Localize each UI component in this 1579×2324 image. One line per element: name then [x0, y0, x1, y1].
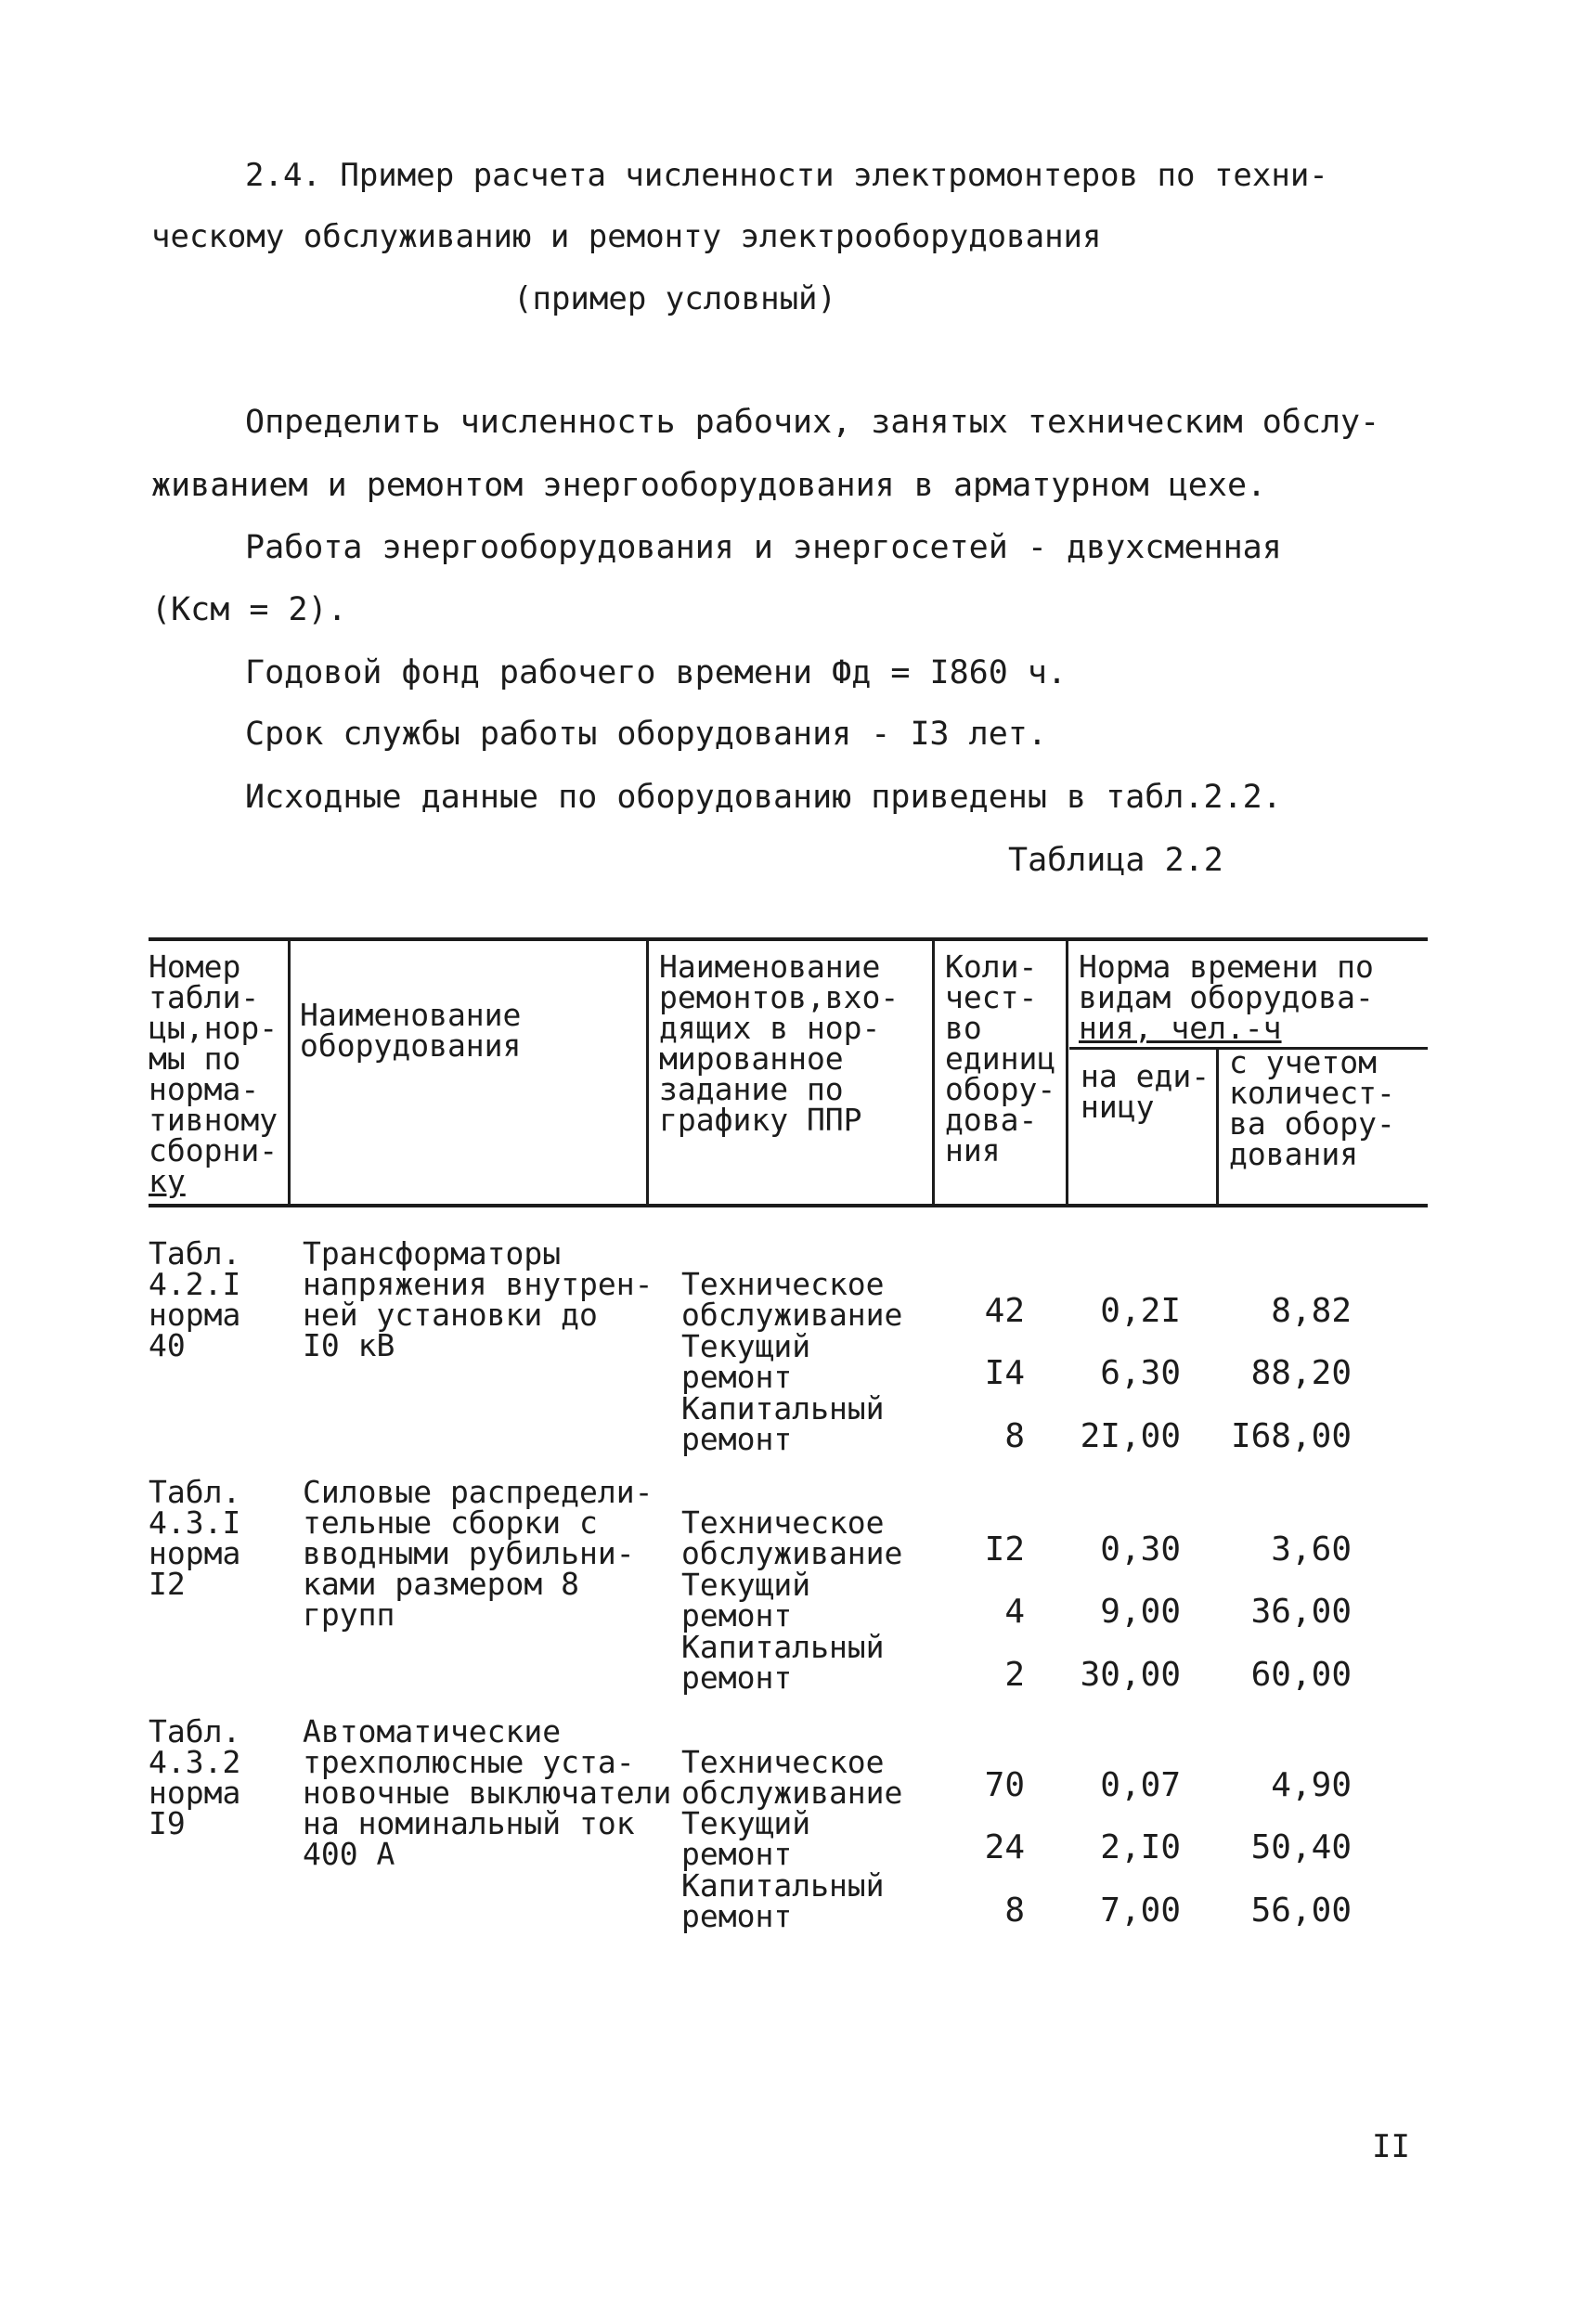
quantity-value: 4 [1004, 1593, 1025, 1631]
paragraph-2-line-2: (Ксм = 2). [151, 591, 347, 628]
table-divider-2 [646, 939, 649, 1206]
section-heading-cont: ческому обслуживанию и ремонту электрооборудования [151, 218, 1102, 255]
paragraph-1-line-2: живанием и ремонтом энергооборудования в арматурном цехе. [151, 467, 1267, 504]
paragraph-1-line-1: Определить численность рабочих, занятых техническим обслу- [245, 404, 1380, 441]
table-header-bottom-rule [149, 1204, 1428, 1207]
total-value: 88,20 [1250, 1354, 1352, 1392]
quantity-value: 8 [1004, 1417, 1025, 1455]
total-value: 8,82 [1271, 1292, 1352, 1330]
section-heading: 2.4. Пример расчета численности электромонтеров по техни- [245, 157, 1328, 194]
header-per-unit: на еди- ницу [1081, 1058, 1210, 1125]
quantity-value: 42 [984, 1292, 1025, 1330]
total-value: 60,00 [1250, 1656, 1352, 1694]
repair-type: Капитальный ремонт [681, 1867, 885, 1934]
table-divider-5 [1216, 1049, 1219, 1206]
table-ref: Табл. 4.3.2 норма I9 [149, 1713, 241, 1841]
repair-type: Техническое обслуживание [681, 1504, 903, 1571]
per-unit-value: 7,00 [1100, 1891, 1181, 1930]
repair-type: Техническое обслуживание [681, 1744, 903, 1811]
repair-type: Текущий ремонт [681, 1805, 811, 1872]
total-value: 56,00 [1250, 1891, 1352, 1930]
total-value: 36,00 [1250, 1593, 1352, 1631]
per-unit-value: 2,I0 [1100, 1828, 1181, 1866]
per-unit-value: 30,00 [1080, 1656, 1181, 1694]
equipment-name: Трансформаторы напряжения внутрен- ней установки до I0 кВ [303, 1235, 654, 1363]
equipment-name: Силовые распредели- тельные сборки с вводными рубильни- ками размером 8 групп [303, 1474, 654, 1633]
table-ref: Табл. 4.2.I норма 40 [149, 1235, 241, 1363]
table-top-rule [149, 937, 1428, 941]
repair-type: Капитальный ремонт [681, 1390, 885, 1457]
per-unit-value: 6,30 [1100, 1354, 1181, 1392]
total-value: 4,90 [1271, 1766, 1352, 1804]
per-unit-value: 9,00 [1100, 1593, 1181, 1631]
quantity-value: 70 [984, 1766, 1025, 1804]
per-unit-value: 2I,00 [1080, 1417, 1181, 1455]
header-total: с учетом количест- ва обору- дования [1229, 1044, 1395, 1172]
total-value: 3,60 [1271, 1530, 1352, 1569]
header-time-norm-group: Норма времени по видам оборудова- ния, чел.-ч [1079, 949, 1374, 1046]
repair-type: Текущий ремонт [681, 1567, 811, 1633]
table-divider-1 [288, 939, 291, 1206]
repair-type: Капитальный ремонт [681, 1629, 885, 1696]
equipment-name: Автоматические трехполюсные уста- новочные выключатели на номинальный ток 400 А [303, 1713, 672, 1872]
quantity-value: 2 [1004, 1656, 1025, 1694]
table-caption: Таблица 2.2 [1008, 842, 1223, 879]
header-quantity: Коли- чест- во единиц обору- дова- ния [945, 949, 1056, 1168]
table-divider-3 [932, 939, 935, 1206]
section-heading-note: (пример условный) [513, 280, 836, 317]
header-table-ref: Номер табли- цы,нор- мы по норма- тивному сборни- ку [149, 949, 278, 1199]
paragraph-4: Срок службы работы оборудования - I3 лет. [245, 716, 1047, 753]
quantity-value: I4 [984, 1354, 1025, 1392]
per-unit-value: 0,07 [1100, 1766, 1181, 1804]
table-ref: Табл. 4.3.I норма I2 [149, 1474, 241, 1602]
per-unit-value: 0,2I [1100, 1292, 1181, 1330]
per-unit-value: 0,30 [1100, 1530, 1181, 1569]
total-value: I68,00 [1230, 1417, 1352, 1455]
paragraph-2-line-1: Работа энергооборудования и энергосетей - двухсменная [245, 529, 1282, 566]
paragraph-3: Годовой фонд рабочего времени Фд = I860 ч. [245, 654, 1068, 691]
quantity-value: 24 [984, 1828, 1025, 1866]
quantity-value: I2 [984, 1530, 1025, 1569]
quantity-value: 8 [1004, 1891, 1025, 1930]
table-divider-4 [1066, 939, 1068, 1206]
paragraph-5: Исходные данные по оборудованию приведены в табл.2.2. [245, 779, 1282, 816]
header-equipment-name: Наименование оборудования [300, 997, 522, 1064]
repair-type: Текущий ремонт [681, 1328, 811, 1395]
page-number: II [1372, 2128, 1410, 2165]
total-value: 50,40 [1250, 1828, 1352, 1866]
header-repair-types: Наименование ремонтов,вхо- дящих в нор- мированное задание по графику ППР [659, 949, 900, 1138]
repair-type: Техническое обслуживание [681, 1266, 903, 1333]
